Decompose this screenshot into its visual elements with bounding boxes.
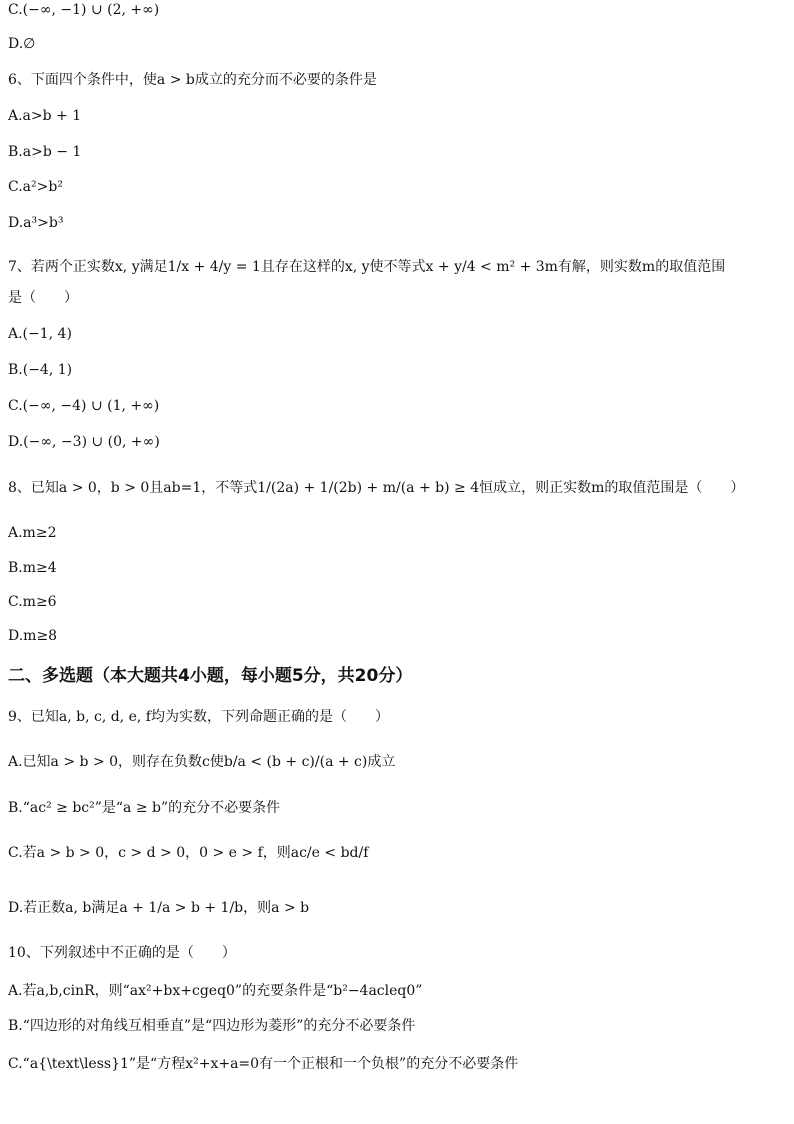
section-heading-multiple-choice: 二、多选题（本大题共4小题，每小题5分，共20分） — [8, 666, 413, 686]
q8-option-b: B.m≥4 — [8, 560, 57, 576]
q8-stem: 8、已知a > 0，b > 0且ab=1，不等式1/(2a) + 1/(2b) + m/(a + b) ≥ 4恒成立，则正实数m的取值范围是（ ） — [8, 480, 745, 496]
q10-option-b: B.“四边形的对角线互相垂直”是“四边形为菱形”的充分不必要条件 — [8, 1018, 416, 1034]
q9-option-d: D.若正数a, b满足a + 1/a > b + 1/b，则a > b — [8, 900, 310, 916]
q7-option-a: A.(−1, 4) — [8, 326, 72, 342]
q9-option-c: C.若a > b > 0，c > d > 0，0 > e > f，则ac/e < bd/f — [8, 845, 369, 861]
q6-stem: 6、下面四个条件中，使a > b成立的充分而不必要的条件是 — [8, 72, 377, 88]
q10-option-a: A.若a,b,cinR，则“ax²+bx+cgeq0”的充要条件是“b²−4acleq0” — [8, 983, 423, 999]
q6-option-a: A.a>b + 1 — [8, 108, 82, 124]
q9-option-b: B.“ac² ≥ bc²”是“a ≥ b”的充分不必要条件 — [8, 800, 281, 816]
q10-option-c: C.“a{\text\less}1”是“方程x²+x+a=0有一个正根和一个负根”的充分不必要条件 — [8, 1056, 519, 1072]
q6-option-b: B.a>b − 1 — [8, 144, 82, 160]
q7-option-c: C.(−∞, −4) ∪ (1, +∞) — [8, 398, 160, 414]
q5-option-d: D.∅ — [8, 36, 36, 52]
q6-option-d: D.a³>b³ — [8, 215, 64, 231]
q8-option-c: C.m≥6 — [8, 594, 57, 610]
q10-stem: 10、下列叙述中不正确的是（ ） — [8, 945, 236, 961]
q6-option-c: C.a²>b² — [8, 179, 63, 195]
q7-stem: 7、若两个正实数x, y满足1/x + 4/y = 1且存在这样的x, y使不等式x + y/4 < m² + 3m有解，则实数m的取值范围 — [8, 259, 726, 275]
q7-option-d: D.(−∞, −3) ∪ (0, +∞) — [8, 434, 160, 450]
q9-stem: 9、已知a, b, c, d, e, f均为实数，下列命题正确的是（ ） — [8, 709, 389, 725]
q8-option-a: A.m≥2 — [8, 525, 57, 541]
q9-option-a: A.已知a > b > 0，则存在负数c使b/a < (b + c)/(a + c)成立 — [8, 754, 396, 770]
q7-option-b: B.(−4, 1) — [8, 362, 73, 378]
q5-option-c: C.(−∞, −1) ∪ (2, +∞) — [8, 2, 160, 18]
q8-option-d: D.m≥8 — [8, 628, 58, 644]
q7-stem-cont: 是（ ） — [8, 290, 78, 306]
